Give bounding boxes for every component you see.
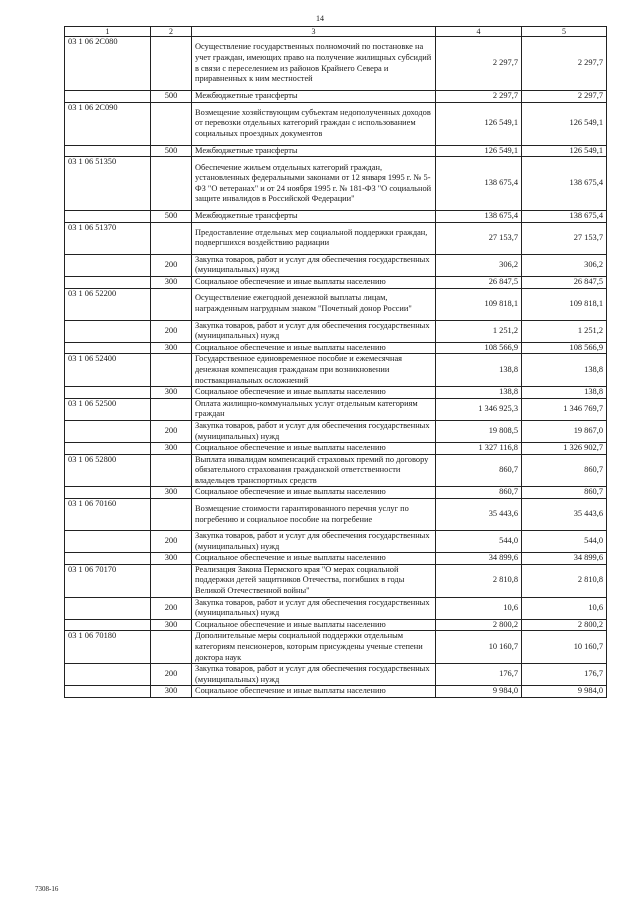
item-description: Закупка товаров, работ и услуг для обеспечения государственных (муниципальных) нужд bbox=[192, 254, 436, 276]
column-header: 1 bbox=[65, 27, 151, 37]
table-row bbox=[65, 254, 607, 276]
expense-type-code: 300 bbox=[151, 553, 192, 565]
table-row bbox=[65, 664, 607, 686]
column-header: 4 bbox=[436, 27, 522, 37]
amount-column-5: 10,6 bbox=[522, 597, 607, 619]
table-row bbox=[65, 619, 607, 631]
document-footer-code: 7308-16 bbox=[35, 885, 59, 893]
amount-column-4: 2 810,8 bbox=[436, 564, 522, 597]
amount-column-4: 34 899,6 bbox=[436, 553, 522, 565]
target-item-code bbox=[65, 531, 151, 553]
amount-column-5: 138 675,4 bbox=[522, 211, 607, 223]
amount-column-5: 9 984,0 bbox=[522, 686, 607, 698]
table-row bbox=[65, 211, 607, 223]
amount-column-4: 2 297,7 bbox=[436, 37, 522, 91]
item-description: Социальное обеспечение и иные выплаты населению bbox=[192, 487, 436, 499]
table-row bbox=[65, 597, 607, 619]
item-description: Обеспечение жильем отдельных категорий граждан, установленных федеральными законами от 12 января 1995 г. № 5-ФЗ "О ветеранах" и от 24 ноября 1995 г. № 181-ФЗ "О социальной защите инвалидов в Российской Федерации" bbox=[192, 157, 436, 211]
amount-column-4: 2 800,2 bbox=[436, 619, 522, 631]
expense-type-code: 300 bbox=[151, 387, 192, 399]
item-description: Социальное обеспечение и иные выплаты населению bbox=[192, 619, 436, 631]
target-item-code: 03 1 06 70180 bbox=[65, 631, 151, 664]
amount-column-4: 1 346 925,3 bbox=[436, 398, 522, 420]
target-item-code: 03 1 06 2C090 bbox=[65, 102, 151, 145]
item-description: Закупка товаров, работ и услуг для обеспечения государственных (муниципальных) нужд bbox=[192, 320, 436, 342]
expense-type-code: 300 bbox=[151, 342, 192, 354]
amount-column-4: 108 566,9 bbox=[436, 342, 522, 354]
amount-column-5: 138 675,4 bbox=[522, 157, 607, 211]
table-row bbox=[65, 487, 607, 499]
target-item-code bbox=[65, 420, 151, 442]
item-description: Социальное обеспечение и иные выплаты населению bbox=[192, 553, 436, 565]
target-item-code bbox=[65, 91, 151, 103]
amount-column-4: 35 443,6 bbox=[436, 499, 522, 531]
amount-column-4: 27 153,7 bbox=[436, 222, 522, 254]
table-row bbox=[65, 454, 607, 487]
column-header: 3 bbox=[192, 27, 436, 37]
table-row bbox=[65, 91, 607, 103]
amount-column-5: 19 867,0 bbox=[522, 420, 607, 442]
target-item-code bbox=[65, 664, 151, 686]
target-item-code bbox=[65, 686, 151, 698]
amount-column-4: 9 984,0 bbox=[436, 686, 522, 698]
amount-column-4: 544,0 bbox=[436, 531, 522, 553]
expense-type-code bbox=[151, 354, 192, 387]
amount-column-4: 126 549,1 bbox=[436, 102, 522, 145]
expense-type-code: 200 bbox=[151, 254, 192, 276]
table-row bbox=[65, 342, 607, 354]
expense-type-code bbox=[151, 499, 192, 531]
amount-column-5: 1 326 902,7 bbox=[522, 443, 607, 455]
expense-type-code: 500 bbox=[151, 145, 192, 157]
table-row bbox=[65, 102, 607, 145]
amount-column-5: 27 153,7 bbox=[522, 222, 607, 254]
amount-column-4: 10,6 bbox=[436, 597, 522, 619]
table-row bbox=[65, 564, 607, 597]
expense-type-code: 300 bbox=[151, 619, 192, 631]
target-item-code bbox=[65, 619, 151, 631]
expense-type-code bbox=[151, 157, 192, 211]
table-row bbox=[65, 288, 607, 320]
item-description: Социальное обеспечение и иные выплаты населению bbox=[192, 387, 436, 399]
item-description: Возмещение стоимости гарантированного перечня услуг по погребению и социальное пособие на погребение bbox=[192, 499, 436, 531]
amount-column-5: 176,7 bbox=[522, 664, 607, 686]
target-item-code bbox=[65, 387, 151, 399]
amount-column-4: 10 160,7 bbox=[436, 631, 522, 664]
target-item-code: 03 1 06 52500 bbox=[65, 398, 151, 420]
amount-column-5: 1 346 769,7 bbox=[522, 398, 607, 420]
item-description: Дополнительные меры социальной поддержки отдельным категориям пенсионеров, которым присуждены ученые степени доктора наук bbox=[192, 631, 436, 664]
item-description: Осуществление государственных полномочий по постановке на учет граждан, имеющих право на получение жилищных субсидий в связи с переселением из районов Крайнего Севера и приравненных к ним местностей bbox=[192, 37, 436, 91]
amount-column-5: 109 818,1 bbox=[522, 288, 607, 320]
expense-type-code: 200 bbox=[151, 531, 192, 553]
amount-column-5: 10 160,7 bbox=[522, 631, 607, 664]
target-item-code bbox=[65, 211, 151, 223]
item-description: Закупка товаров, работ и услуг для обеспечения государственных (муниципальных) нужд bbox=[192, 664, 436, 686]
amount-column-5: 306,2 bbox=[522, 254, 607, 276]
amount-column-5: 2 297,7 bbox=[522, 37, 607, 91]
target-item-code: 03 1 06 70170 bbox=[65, 564, 151, 597]
item-description: Осуществление ежегодной денежной выплаты лицам, награжденным нагрудным знаком "Почетный донор России" bbox=[192, 288, 436, 320]
amount-column-4: 1 251,2 bbox=[436, 320, 522, 342]
item-description: Возмещение хозяйствующим субъектам недополученных доходов от перевозки отдельных категорий граждан с использованием социальных проездных документов bbox=[192, 102, 436, 145]
table-header-row bbox=[65, 27, 607, 37]
item-description: Закупка товаров, работ и услуг для обеспечения государственных (муниципальных) нужд bbox=[192, 597, 436, 619]
amount-column-4: 109 818,1 bbox=[436, 288, 522, 320]
target-item-code bbox=[65, 320, 151, 342]
expense-type-code bbox=[151, 222, 192, 254]
expense-type-code bbox=[151, 631, 192, 664]
amount-column-5: 860,7 bbox=[522, 454, 607, 487]
item-description: Выплата инвалидам компенсаций страховых премий по договору обязательного страхования гражданской ответственности владельцев транспортных средств bbox=[192, 454, 436, 487]
amount-column-4: 19 808,5 bbox=[436, 420, 522, 442]
amount-column-4: 26 847,5 bbox=[436, 276, 522, 288]
target-item-code bbox=[65, 254, 151, 276]
column-header: 5 bbox=[522, 27, 607, 37]
amount-column-4: 138 675,4 bbox=[436, 157, 522, 211]
table-row bbox=[65, 276, 607, 288]
target-item-code bbox=[65, 597, 151, 619]
item-description: Межбюджетные трансферты bbox=[192, 211, 436, 223]
target-item-code: 03 1 06 2C080 bbox=[65, 37, 151, 91]
item-description: Предоставление отдельных мер социальной поддержки граждан, подвергшихся воздействию радиации bbox=[192, 222, 436, 254]
budget-table bbox=[64, 26, 607, 698]
amount-column-4: 2 297,7 bbox=[436, 91, 522, 103]
table-row bbox=[65, 157, 607, 211]
target-item-code: 03 1 06 51350 bbox=[65, 157, 151, 211]
expense-type-code bbox=[151, 454, 192, 487]
amount-column-4: 138 675,4 bbox=[436, 211, 522, 223]
expense-type-code bbox=[151, 288, 192, 320]
amount-column-5: 126 549,1 bbox=[522, 102, 607, 145]
amount-column-5: 138,8 bbox=[522, 354, 607, 387]
target-item-code: 03 1 06 52400 bbox=[65, 354, 151, 387]
expense-type-code: 300 bbox=[151, 487, 192, 499]
table-row bbox=[65, 37, 607, 91]
target-item-code bbox=[65, 553, 151, 565]
table-row bbox=[65, 398, 607, 420]
column-header: 2 bbox=[151, 27, 192, 37]
target-item-code: 03 1 06 51370 bbox=[65, 222, 151, 254]
table-row bbox=[65, 320, 607, 342]
table-row bbox=[65, 553, 607, 565]
expense-type-code: 300 bbox=[151, 276, 192, 288]
amount-column-5: 108 566,9 bbox=[522, 342, 607, 354]
amount-column-5: 1 251,2 bbox=[522, 320, 607, 342]
target-item-code bbox=[65, 443, 151, 455]
expense-type-code bbox=[151, 564, 192, 597]
target-item-code: 03 1 06 70160 bbox=[65, 499, 151, 531]
expense-type-code: 300 bbox=[151, 686, 192, 698]
target-item-code: 03 1 06 52200 bbox=[65, 288, 151, 320]
item-description: Реализация Закона Пермского края "О мерах социальной поддержки детей защитников Отечества, погибших в годы Великой Отечественной войны" bbox=[192, 564, 436, 597]
expense-type-code: 300 bbox=[151, 443, 192, 455]
amount-column-4: 306,2 bbox=[436, 254, 522, 276]
expense-type-code bbox=[151, 102, 192, 145]
target-item-code bbox=[65, 276, 151, 288]
item-description: Государственное единовременное пособие и ежемесячная денежная компенсация гражданам при возникновении поствакцинальных осложнений bbox=[192, 354, 436, 387]
item-description: Социальное обеспечение и иные выплаты населению bbox=[192, 686, 436, 698]
item-description: Межбюджетные трансферты bbox=[192, 145, 436, 157]
item-description: Закупка товаров, работ и услуг для обеспечения государственных (муниципальных) нужд bbox=[192, 531, 436, 553]
table-row bbox=[65, 631, 607, 664]
page-number: 14 bbox=[316, 14, 324, 23]
table-row bbox=[65, 499, 607, 531]
item-description: Социальное обеспечение и иные выплаты населению bbox=[192, 443, 436, 455]
item-description: Закупка товаров, работ и услуг для обеспечения государственных (муниципальных) нужд bbox=[192, 420, 436, 442]
table-row bbox=[65, 387, 607, 399]
amount-column-5: 35 443,6 bbox=[522, 499, 607, 531]
amount-column-4: 126 549,1 bbox=[436, 145, 522, 157]
amount-column-5: 2 800,2 bbox=[522, 619, 607, 631]
table-row bbox=[65, 420, 607, 442]
table-row bbox=[65, 354, 607, 387]
target-item-code bbox=[65, 145, 151, 157]
expense-type-code: 200 bbox=[151, 664, 192, 686]
amount-column-4: 860,7 bbox=[436, 454, 522, 487]
amount-column-5: 860,7 bbox=[522, 487, 607, 499]
table-row bbox=[65, 443, 607, 455]
amount-column-4: 1 327 116,8 bbox=[436, 443, 522, 455]
table-row bbox=[65, 686, 607, 698]
amount-column-4: 860,7 bbox=[436, 487, 522, 499]
target-item-code bbox=[65, 342, 151, 354]
amount-column-4: 138,8 bbox=[436, 387, 522, 399]
expense-type-code: 500 bbox=[151, 211, 192, 223]
amount-column-5: 2 297,7 bbox=[522, 91, 607, 103]
expense-type-code: 200 bbox=[151, 320, 192, 342]
amount-column-4: 138,8 bbox=[436, 354, 522, 387]
amount-column-4: 176,7 bbox=[436, 664, 522, 686]
item-description: Оплата жилищно-коммунальных услуг отдельным категориям граждан bbox=[192, 398, 436, 420]
target-item-code bbox=[65, 487, 151, 499]
expense-type-code: 500 bbox=[151, 91, 192, 103]
item-description: Межбюджетные трансферты bbox=[192, 91, 436, 103]
amount-column-5: 34 899,6 bbox=[522, 553, 607, 565]
amount-column-5: 26 847,5 bbox=[522, 276, 607, 288]
amount-column-5: 544,0 bbox=[522, 531, 607, 553]
amount-column-5: 138,8 bbox=[522, 387, 607, 399]
expense-type-code bbox=[151, 398, 192, 420]
target-item-code: 03 1 06 52800 bbox=[65, 454, 151, 487]
expense-type-code: 200 bbox=[151, 420, 192, 442]
table-row bbox=[65, 531, 607, 553]
expense-type-code: 200 bbox=[151, 597, 192, 619]
table-row bbox=[65, 222, 607, 254]
amount-column-5: 2 810,8 bbox=[522, 564, 607, 597]
table-row bbox=[65, 145, 607, 157]
amount-column-5: 126 549,1 bbox=[522, 145, 607, 157]
item-description: Социальное обеспечение и иные выплаты населению bbox=[192, 276, 436, 288]
expense-type-code bbox=[151, 37, 192, 91]
item-description: Социальное обеспечение и иные выплаты населению bbox=[192, 342, 436, 354]
